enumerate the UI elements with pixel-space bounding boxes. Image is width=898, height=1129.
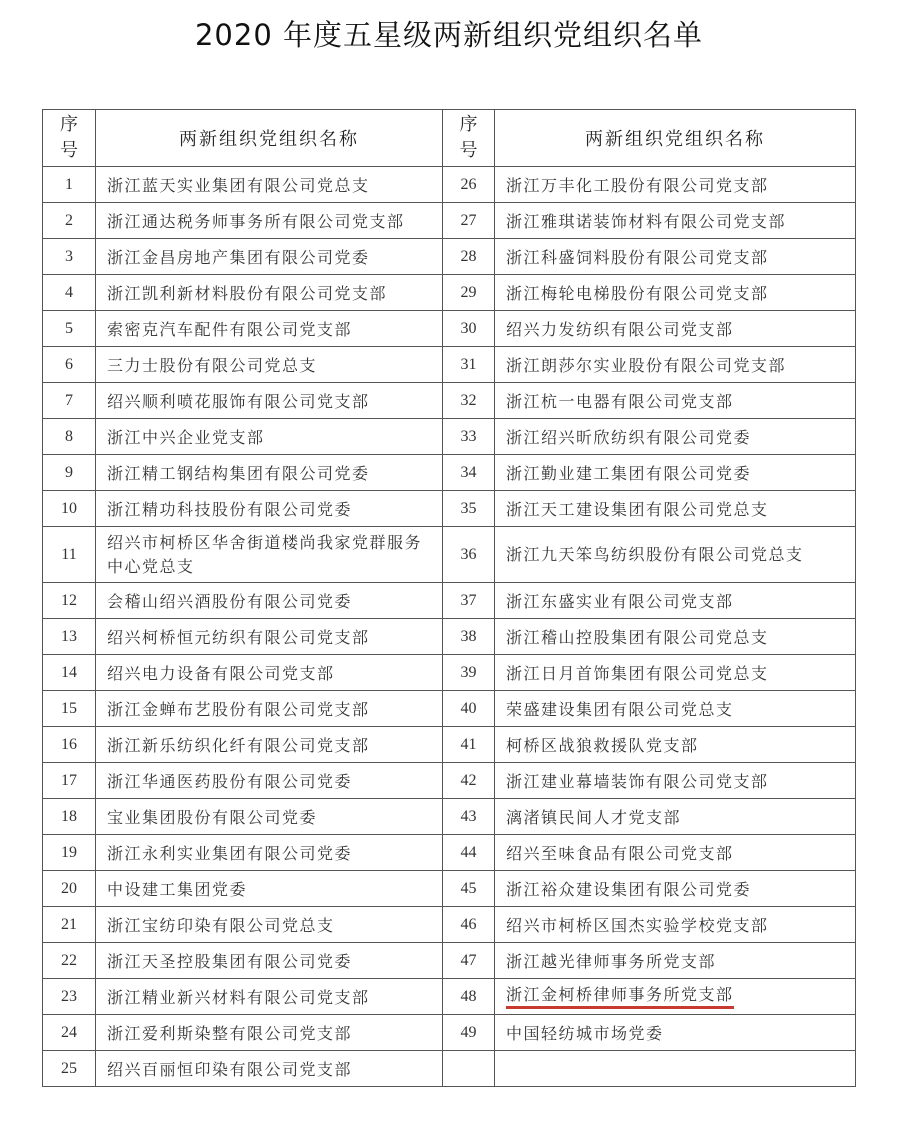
left-entry-number: 11 [43, 527, 96, 583]
left-entry-name: 浙江凯利新材料股份有限公司党支部 [96, 275, 443, 311]
left-entry-name: 绍兴百丽恒印染有限公司党支部 [96, 1051, 443, 1087]
right-entry-name: 浙江裕众建设集团有限公司党委 [495, 871, 856, 907]
left-entry-number: 24 [43, 1015, 96, 1051]
right-entry-name: 浙江越光律师事务所党支部 [495, 943, 856, 979]
left-entry-number: 3 [43, 239, 96, 275]
left-entry-number: 16 [43, 727, 96, 763]
left-entry-number: 19 [43, 835, 96, 871]
table-row [43, 311, 856, 347]
right-entry-number: 31 [443, 347, 495, 383]
table-row [43, 943, 856, 979]
right-entry-number: 47 [443, 943, 495, 979]
table-row [43, 491, 856, 527]
right-entry-number: 29 [443, 275, 495, 311]
right-entry-name: 浙江勤业建工集团有限公司党委 [495, 455, 856, 491]
right-entry-number: 34 [443, 455, 495, 491]
right-entry-number: 43 [443, 799, 495, 835]
number-header-line2: 号 [459, 140, 478, 161]
right-entry-number: 40 [443, 691, 495, 727]
left-entry-number: 4 [43, 275, 96, 311]
right-entry-number: 30 [443, 311, 495, 347]
left-entry-name: 浙江天圣控股集团有限公司党委 [96, 943, 443, 979]
table-row [43, 347, 856, 383]
left-entry-number: 12 [43, 583, 96, 619]
table-row [43, 527, 856, 583]
right-entry-number: 27 [443, 203, 495, 239]
left-entry-name: 三力士股份有限公司党总支 [96, 347, 443, 383]
right-entry-name: 中国轻纺城市场党委 [495, 1015, 856, 1051]
table-row [43, 619, 856, 655]
right-entry-number: 39 [443, 655, 495, 691]
left-entry-name: 中设建工集团党委 [96, 871, 443, 907]
right-entry-name: 浙江绍兴昕欣纺织有限公司党委 [495, 419, 856, 455]
right-entry-name: 荣盛建设集团有限公司党总支 [495, 691, 856, 727]
number-header-line1: 序 [60, 114, 78, 135]
roster-table [42, 109, 856, 1087]
right-entry-name: 浙江天工建设集团有限公司党总支 [495, 491, 856, 527]
right-entry-number: 48 [443, 979, 495, 1015]
roster-body [43, 167, 856, 1087]
left-entry-name: 浙江中兴企业党支部 [96, 419, 443, 455]
right-entry-name: 浙江稽山控股集团有限公司党总支 [495, 619, 856, 655]
table-row [43, 419, 856, 455]
left-entry-number: 21 [43, 907, 96, 943]
right-number-header [443, 110, 495, 167]
right-entry-number: 38 [443, 619, 495, 655]
right-entry-number: 36 [443, 527, 495, 583]
table-row [43, 583, 856, 619]
left-entry-name: 绍兴柯桥恒元纺织有限公司党支部 [96, 619, 443, 655]
left-entry-name: 索密克汽车配件有限公司党支部 [96, 311, 443, 347]
left-entry-number: 22 [43, 943, 96, 979]
right-entry-name: 柯桥区战狼救援队党支部 [495, 727, 856, 763]
table-row [43, 799, 856, 835]
left-entry-number: 20 [43, 871, 96, 907]
left-entry-name: 浙江金蝉布艺股份有限公司党支部 [96, 691, 443, 727]
number-header-line2: 号 [60, 140, 78, 161]
right-entry-number: 35 [443, 491, 495, 527]
left-entry-name: 绍兴市柯桥区华舍街道楼尚我家党群服务中心党总支 [96, 527, 443, 583]
right-entry-name: 漓渚镇民间人才党支部 [495, 799, 856, 835]
right-entry-name: 浙江九天笨鸟纺织股份有限公司党总支 [495, 527, 856, 583]
left-entry-number: 9 [43, 455, 96, 491]
table-row [43, 871, 856, 907]
right-entry-number: 37 [443, 583, 495, 619]
right-entry-number: 42 [443, 763, 495, 799]
page-title: 2020 年度五星级两新组织党组织名单 [194, 18, 704, 52]
right-entry-name: 浙江朗莎尔实业股份有限公司党支部 [495, 347, 856, 383]
right-entry-number: 28 [443, 239, 495, 275]
right-entry-name: 浙江杭一电器有限公司党支部 [495, 383, 856, 419]
left-entry-name: 浙江新乐纺织化纤有限公司党支部 [96, 727, 443, 763]
left-entry-number: 25 [43, 1051, 96, 1087]
table-row [43, 1051, 856, 1087]
right-entry-name: 浙江万丰化工股份有限公司党支部 [495, 167, 856, 203]
right-entry-name [495, 979, 856, 1015]
right-entry-name [495, 1051, 856, 1087]
table-row [43, 691, 856, 727]
right-entry-name: 浙江梅轮电梯股份有限公司党支部 [495, 275, 856, 311]
table-row [43, 455, 856, 491]
left-entry-name: 浙江精业新兴材料有限公司党支部 [96, 979, 443, 1015]
left-name-header: 两新组织党组织名称 [96, 110, 443, 167]
right-entry-name: 绍兴至味食品有限公司党支部 [495, 835, 856, 871]
left-entry-number: 15 [43, 691, 96, 727]
left-entry-number: 13 [43, 619, 96, 655]
right-entry-name: 浙江雅琪诺装饰材料有限公司党支部 [495, 203, 856, 239]
table-row [43, 907, 856, 943]
left-entry-number: 7 [43, 383, 96, 419]
table-row [43, 835, 856, 871]
table-row [43, 275, 856, 311]
left-entry-number: 2 [43, 203, 96, 239]
right-entry-number: 32 [443, 383, 495, 419]
right-entry-name: 浙江建业幕墙装饰有限公司党支部 [495, 763, 856, 799]
table-row [43, 167, 856, 203]
right-entry-number: 45 [443, 871, 495, 907]
left-entry-name: 浙江华通医药股份有限公司党委 [96, 763, 443, 799]
left-entry-number: 6 [43, 347, 96, 383]
left-entry-name: 宝业集团股份有限公司党委 [96, 799, 443, 835]
table-row [43, 763, 856, 799]
table-header-row [43, 110, 856, 167]
table-row [43, 979, 856, 1015]
left-entry-name: 浙江金昌房地产集团有限公司党委 [96, 239, 443, 275]
left-entry-name: 绍兴电力设备有限公司党支部 [96, 655, 443, 691]
left-entry-number: 1 [43, 167, 96, 203]
table-row [43, 727, 856, 763]
left-entry-number: 5 [43, 311, 96, 347]
left-entry-number: 10 [43, 491, 96, 527]
left-entry-number: 8 [43, 419, 96, 455]
right-name-header: 两新组织党组织名称 [495, 110, 856, 167]
right-entry-number: 41 [443, 727, 495, 763]
left-entry-name: 浙江精工钢结构集团有限公司党委 [96, 455, 443, 491]
table-row [43, 239, 856, 275]
left-entry-name: 绍兴顺利喷花服饰有限公司党支部 [96, 383, 443, 419]
right-entry-name: 绍兴力发纺织有限公司党支部 [495, 311, 856, 347]
left-entry-name: 浙江宝纺印染有限公司党总支 [96, 907, 443, 943]
right-entry-number [443, 1051, 495, 1087]
right-entry-name: 绍兴市柯桥区国杰实验学校党支部 [495, 907, 856, 943]
right-entry-name: 浙江科盛饲料股份有限公司党支部 [495, 239, 856, 275]
right-entry-number: 33 [443, 419, 495, 455]
left-number-header [43, 110, 96, 167]
table-row [43, 655, 856, 691]
right-entry-name: 浙江日月首饰集团有限公司党总支 [495, 655, 856, 691]
highlighted-entry-name: 浙江金柯桥律师事务所党支部 [506, 985, 734, 1009]
left-entry-number: 14 [43, 655, 96, 691]
left-entry-number: 17 [43, 763, 96, 799]
right-entry-number: 46 [443, 907, 495, 943]
left-entry-number: 18 [43, 799, 96, 835]
right-entry-number: 44 [443, 835, 495, 871]
left-entry-name: 浙江蓝天实业集团有限公司党总支 [96, 167, 443, 203]
left-entry-name: 浙江永利实业集团有限公司党委 [96, 835, 443, 871]
right-entry-number: 26 [443, 167, 495, 203]
left-entry-name: 会稽山绍兴酒股份有限公司党委 [96, 583, 443, 619]
left-entry-name: 浙江爱利斯染整有限公司党支部 [96, 1015, 443, 1051]
number-header-line1: 序 [459, 114, 478, 135]
table-row [43, 1015, 856, 1051]
right-entry-name: 浙江东盛实业有限公司党支部 [495, 583, 856, 619]
left-entry-number: 23 [43, 979, 96, 1015]
left-entry-name: 浙江通达税务师事务所有限公司党支部 [96, 203, 443, 239]
right-entry-number: 49 [443, 1015, 495, 1051]
table-row [43, 383, 856, 419]
left-entry-name: 浙江精功科技股份有限公司党委 [96, 491, 443, 527]
table-row [43, 203, 856, 239]
